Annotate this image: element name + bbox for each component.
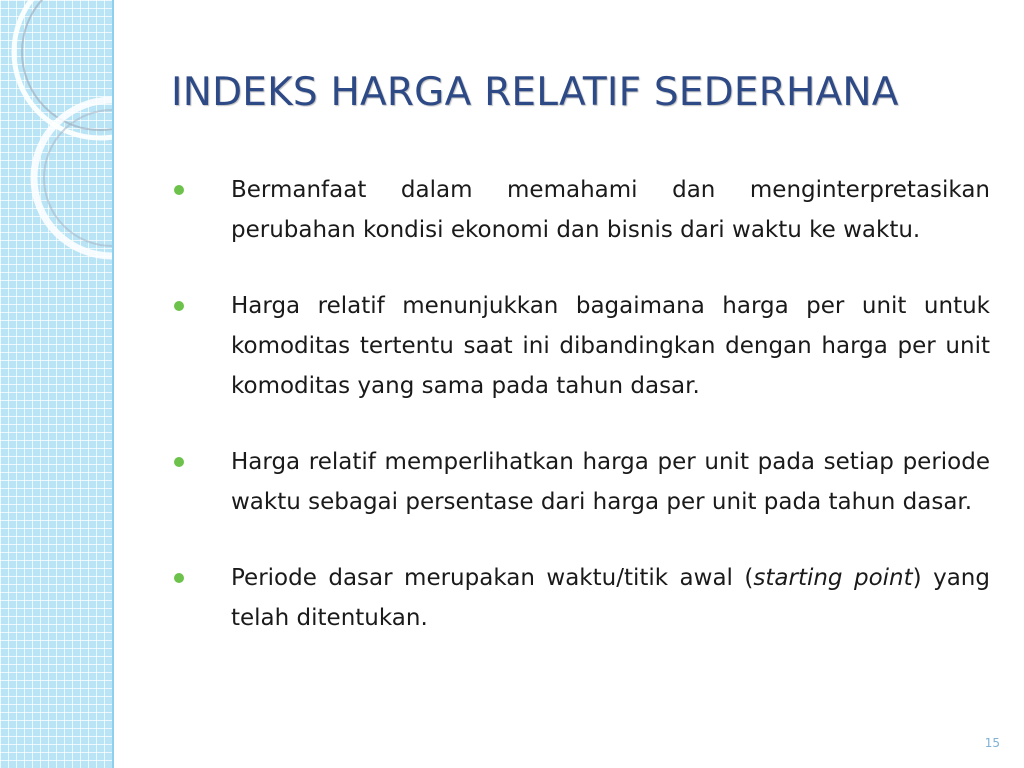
bullet-item [172, 170, 990, 250]
bullet-dot-icon [174, 573, 184, 583]
bullet-dot-icon [174, 457, 184, 467]
bullet-text: Harga relatif menunjukkan bagaimana harga per unit untuk komoditas tertentu saat ini dibandingkan dengan harga per unit komoditas yang sama pada tahun dasar. [231, 293, 990, 399]
bullet-text: Bermanfaat dalam memahami dan menginterpretasikan perubahan kondisi ekonomi dan bisnis dari waktu ke waktu. [231, 177, 990, 243]
band-edge-divider [112, 0, 114, 768]
bullet-text-start: Periode dasar merupakan waktu/titik awal ( [231, 565, 754, 591]
bullet-text: Harga relatif memperlihatkan harga per unit pada setiap periode waktu sebagai persentase dari harga per unit pada tahun dasar. [231, 449, 990, 515]
bullet-item [172, 286, 990, 406]
bullet-dot-icon [174, 185, 184, 195]
decorative-side-band [0, 0, 112, 768]
slide-title: INDEKS HARGA RELATIF SEDERHANA [171, 70, 899, 115]
bullet-item [172, 558, 990, 638]
bullet-text-end: ) yang telah ditentukan. [231, 565, 990, 631]
bullet-dot-icon [174, 301, 184, 311]
bullet-text-italic: starting point [753, 565, 913, 591]
decorative-rings-icon [0, 0, 112, 260]
page-number: 15 [984, 736, 1000, 750]
bullet-list [172, 170, 990, 674]
bullet-item [172, 442, 990, 522]
bullet-text [231, 565, 990, 631]
